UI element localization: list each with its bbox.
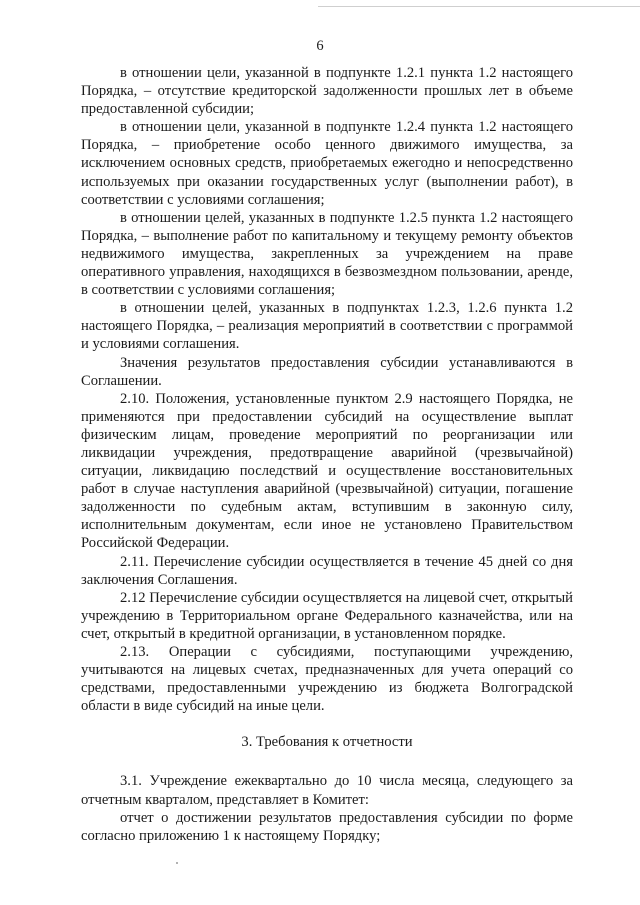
section-heading: 3. Требования к отчетности xyxy=(241,734,413,751)
paragraph-2-12: 2.12 Перечисление субсидии осуществляется на лицевой счет, открытый учреждению в Территориальном органе Федерального казначейства, или на счет, открытый в кредитной организации, в установленном порядке. xyxy=(81,589,573,642)
paragraph-result-values: Значения результатов предоставления субсидии устанавливаются в Соглашении. xyxy=(81,354,573,389)
paragraph-goal-1-2-5: в отношении целей, указанных в подпункте 1.2.5 пункта 1.2 настоящего Порядка, – выполнение работ по капитальному и текущему ремонту объектов недвижимого имущества, закрепленных за учреждением на праве оперативного управления, находящихся в безвозмездном пользовании, аренде, в соответствии с условиями соглашения; xyxy=(81,209,573,299)
paragraph-goal-1-2-4: в отношении цели, указанной в подпункте 1.2.4 пункта 1.2 настоящего Порядка, – приобретение особо ценного движимого имущества, за исключением основных средств, приобретаемых ежегодно и непосредственно используемых при оказании государственных услуг (выполнении работ), в соответствии с условиями соглашения; xyxy=(81,119,573,208)
scan-speck xyxy=(176,862,178,864)
paragraph-3-1: 3.1. Учреждение ежеквартально до 10 числа месяца, следующего за отчетным кварталом, представляет в Комитет: xyxy=(81,773,573,808)
paragraph-2-11: 2.11. Перечисление субсидии осуществляется в течение 45 дней со дня заключения Соглашения. xyxy=(81,553,573,588)
paragraph-2-13: 2.13. Операции с субсидиями, поступающими учреждению, учитываются на лицевых счетах, предназначенных для учета операций со средствами, предоставленными учреждению из бюджета Волгоградской области в виде субсидий на иные цели. xyxy=(81,644,573,715)
page-number: 6 xyxy=(316,38,324,54)
document-body xyxy=(81,64,573,845)
paragraph-goal-1-2-1: в отношении цели, указанной в подпункте 1.2.1 пункта 1.2 настоящего Порядка, – отсутствие кредиторской задолженности прошлых лет в объеме предоставленной субсидии; xyxy=(81,65,573,118)
paragraph-report-form: отчет о достижении результатов предоставления субсидии по форме согласно приложению 1 к настоящему Порядку; xyxy=(81,809,573,844)
scan-edge-line xyxy=(318,6,640,7)
paragraph-2-10: 2.10. Положения, установленные пунктом 2.9 настоящего Порядка, не применяются при предоставлении субсидий на осуществление выплат физическим лицам, проведение мероприятий по реорганизации или ликвидации учреждения, предотвращение аварийной (чрезвычайной) ситуации, ликвидацию последствий и осуществление восстановительных работ в случае наступления аварийной (чрезвычайной) ситуации, погашение задолженности по судебным актам, вступившим в законную силу, исполнительным документам, если иное не установлено Правительством Российской Федерации. xyxy=(81,390,573,552)
paragraph-goal-1-2-3-1-2-6: в отношении целей, указанных в подпунктах 1.2.3, 1.2.6 пункта 1.2 настоящего Порядка, – реализация мероприятий в соответствии с программой и условиями соглашения. xyxy=(81,300,573,353)
